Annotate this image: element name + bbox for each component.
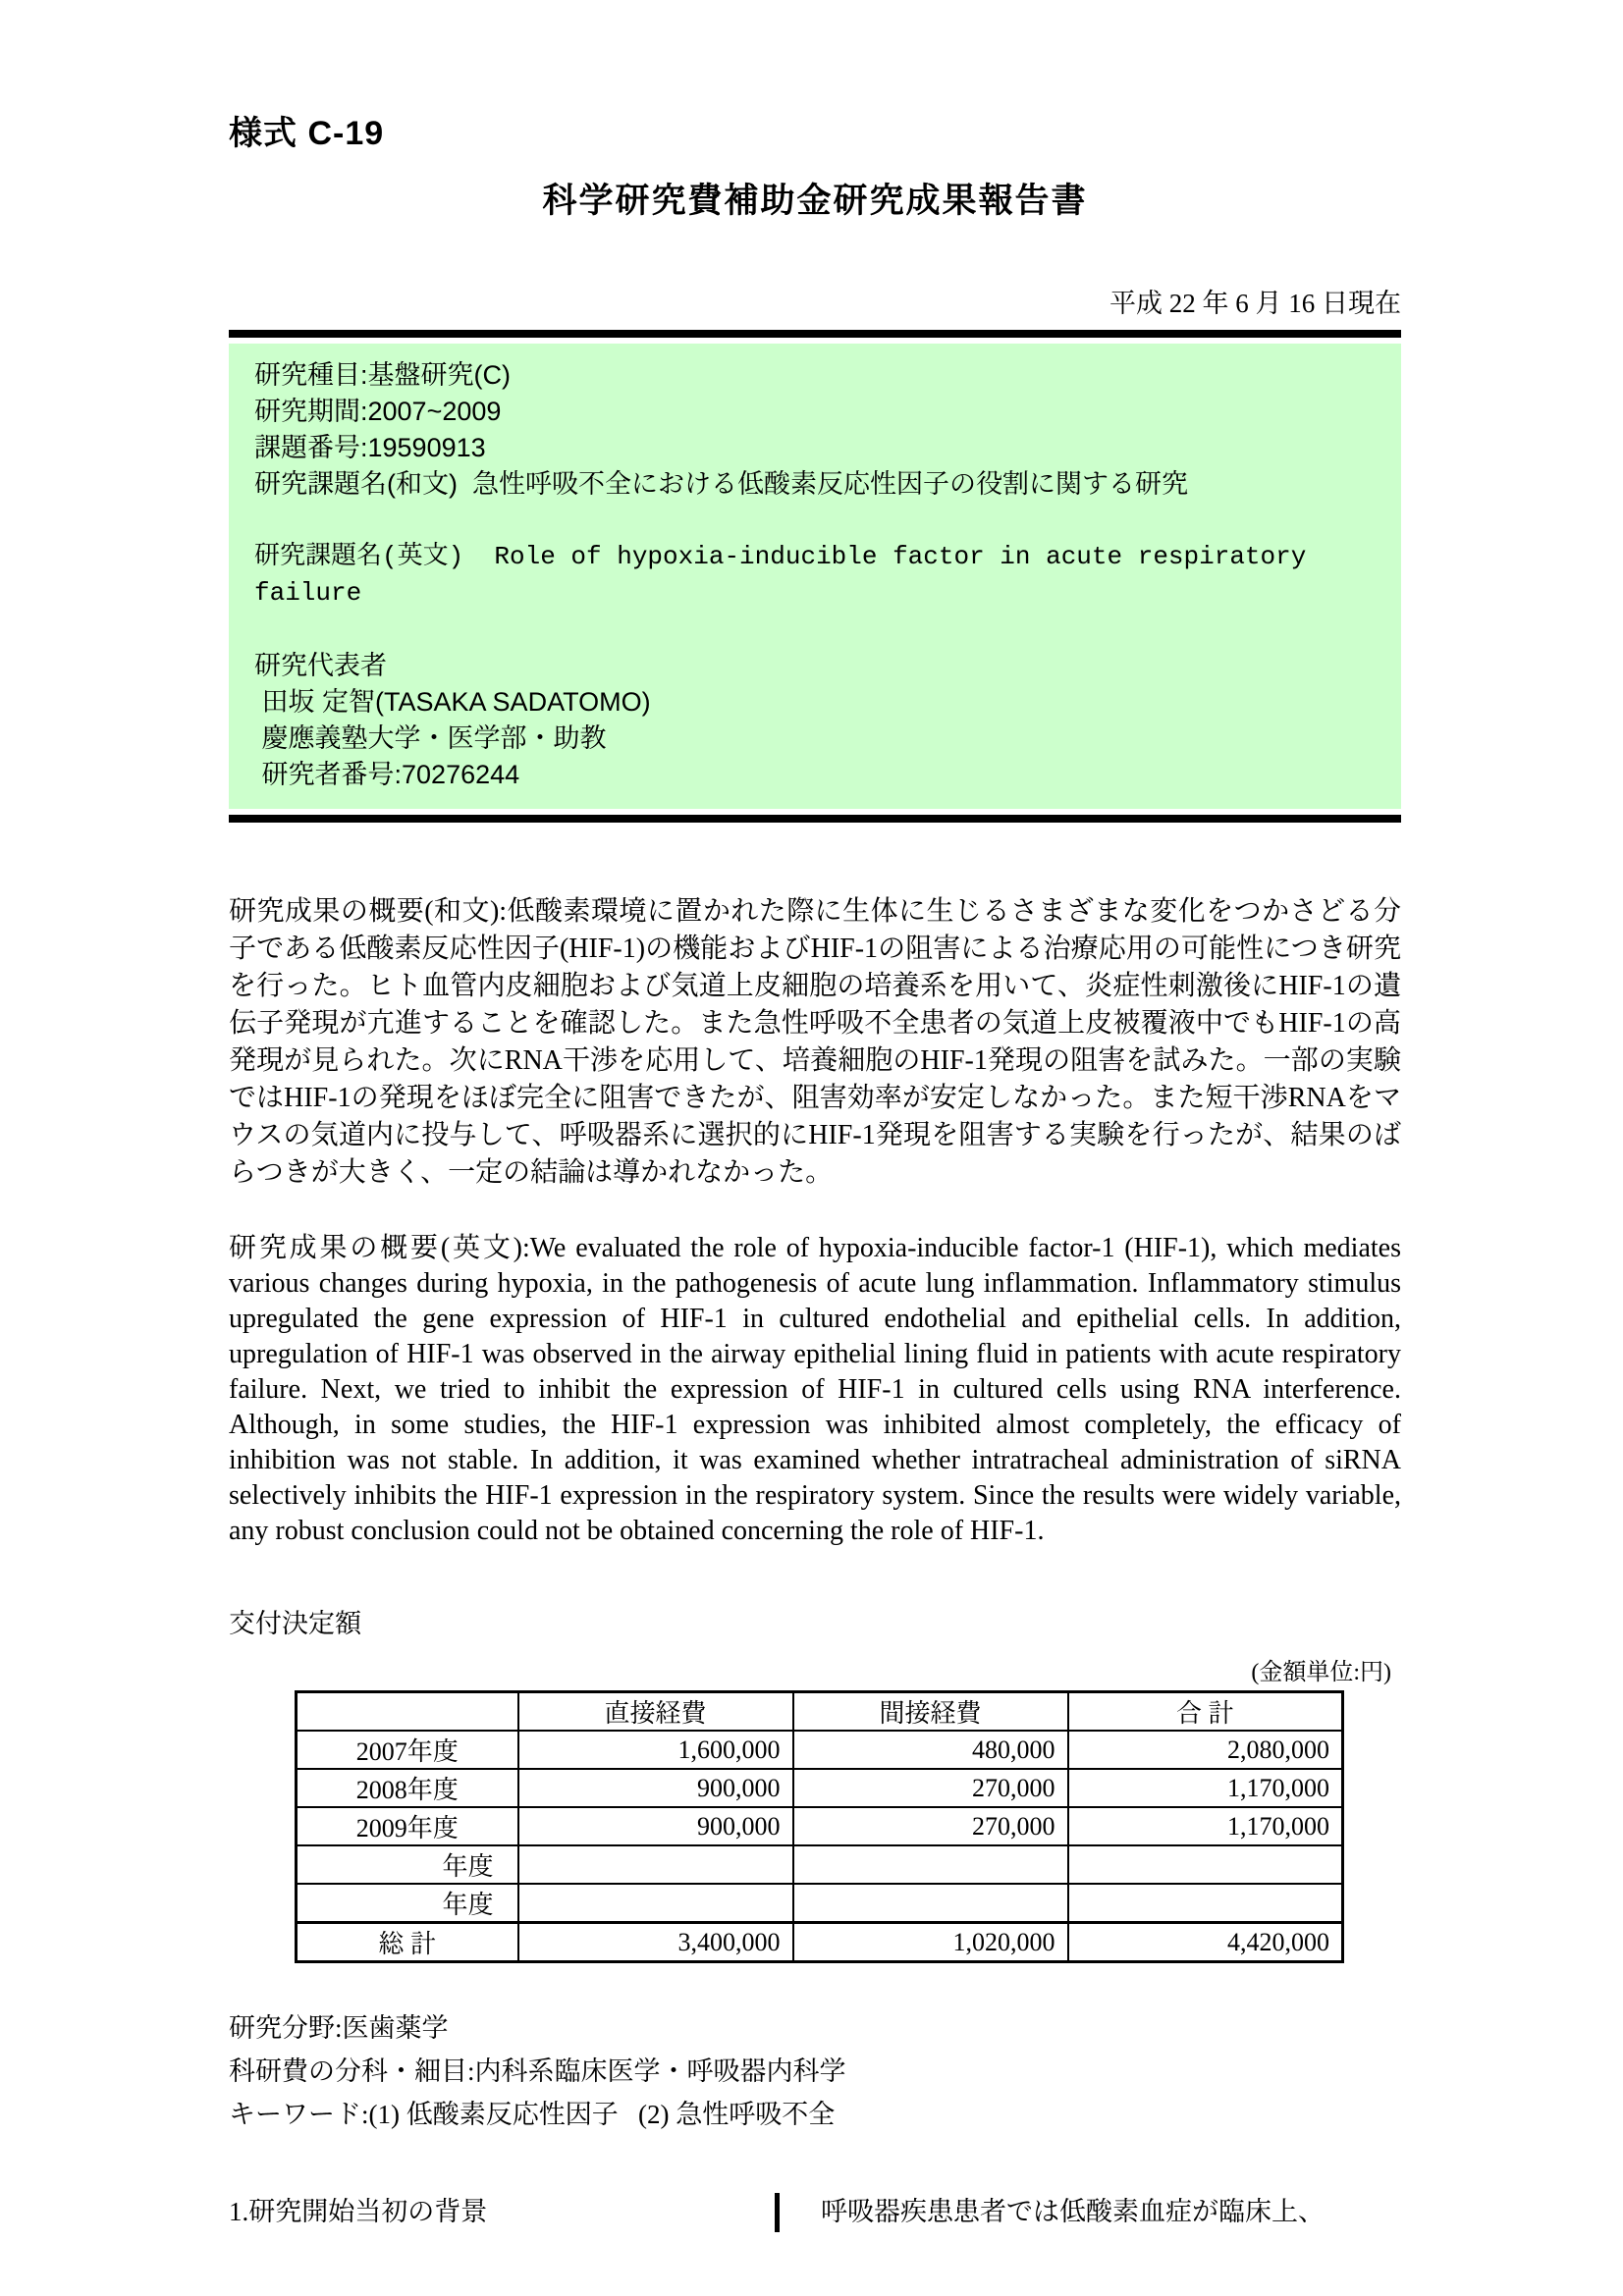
cell-blank2-total [1068,1884,1343,1923]
cell-2009-direct: 900,000 [518,1807,793,1845]
cell-blank1-indirect [793,1845,1068,1884]
cell-blank2-direct [518,1884,793,1923]
research-field-line: 研究分野:医歯薬学 [229,2013,449,2043]
cell-2007-total: 2,080,000 [1068,1731,1343,1769]
row-label-blank-year-2: 年度 [297,1884,518,1923]
table-row-blank-year-2 [297,1884,1343,1923]
info-line-researcher-number: 研究者番号:70276244 [254,760,520,789]
info-line-research-period: 研究期間:2007~2009 [254,397,502,426]
summary-english: 研究成果の概要(英文):We evaluated the role of hypoxia-inducible factor-1 (HIF-1), which mediates various changes during hypoxia, in the pathogenesis of acute lung inflammation. Inflammatory stimulus upregulated the gene expression of HIF-1 in cultured endothelial and epithelial cells. In addition, upregulation of HIF-1 was observed in the airway epithelial lining fluid in patients with acute respiratory failure. Next, we tried to inhibit the expression of HIF-1 in cultured cells using RNA interference. Although, in some studies, the HIF-1 expression was inhibited almost completely, the efficacy of inhibition was not stable. In addition, it was examined whether intratracheal administration of siRNA selectively inhibits the HIF-1 expression in the respiratory system. Since the results were widely variable, any robust conclusion could not be obtained concerning the role of HIF-1. [229,1233,1408,1546]
cell-2008-direct: 900,000 [518,1769,793,1807]
currency-unit-note: (金額単位:円) [1251,1660,1391,1685]
row-label-2007: 2007年度 [297,1731,518,1769]
row-label-blank-year-1: 年度 [297,1845,518,1884]
info-line-blank-2 [254,612,1376,648]
cell-total-direct: 3,400,000 [518,1923,793,1962]
form-code: 様式 C-19 [229,115,385,152]
info-line-investigator-name: 田坂 定智(TASAKA SADATOMO) [254,687,651,717]
row-label-grand-total: 総 計 [297,1923,518,1962]
cell-2009-indirect: 270,000 [793,1807,1068,1845]
grant-table-col-indirect: 間接経費 [793,1692,1068,1732]
table-row-2007 [297,1731,1343,1769]
section1-right-column-text: 呼吸器疾患患者では低酸素血症が臨床上、 [821,2197,1325,2226]
row-label-2008: 2008年度 [297,1769,518,1807]
table-row-2008 [297,1769,1343,1807]
document-title: 科学研究費補助金研究成果報告書 [542,182,1088,220]
table-row-2009 [297,1807,1343,1845]
cell-2008-total: 1,170,000 [1068,1769,1343,1807]
info-line-principal-investigator: 研究代表者 [254,651,387,680]
summary-japanese: 研究成果の概要(和文):低酸素環境に置かれた際に生体に生じるさまざまな変化をつかさどる分子である低酸素反応性因子(HIF-1)の機能およびHIF-1の阻害による治療応用の可能性につき研究を行った。ヒト血管内皮細胞および気道上皮細胞の培養系を用いて、炎症性刺激後にHIF-1の遺伝子発現が亢進することを確認した。また急性呼吸不全患者の気道上皮被覆液中でもHIF-1の高発現が見られた。次にRNA干渉を応用して、培養細胞のHIF-1発現の阻害を試みた。一部の実験ではHIF-1の発現をほぼ完全に阻害できたが、阻害効率が安定しなかった。また短干渉RNAをマウスの気道内に投与して、呼吸器系に選択的にHIF-1発現を阻害する実験を行ったが、結果のばらつきが大きく、一定の結論は導かれなかった。 [229,896,1401,1188]
grant-info-box [229,344,1401,809]
table-row-blank-year-1 [297,1845,1343,1884]
info-line-research-category: 研究種目:基盤研究(C) [254,360,511,390]
row-label-2009: 2009年度 [297,1807,518,1845]
meta-section [229,2006,1401,2136]
cell-2008-indirect: 270,000 [793,1769,1068,1807]
cell-2009-total: 1,170,000 [1068,1807,1343,1845]
grant-table-header-row [297,1692,1343,1732]
cell-blank2-indirect [793,1884,1068,1923]
cell-total-total: 4,420,000 [1068,1923,1343,1962]
table-row-grand-total [297,1923,1343,1962]
top-double-rule [229,330,1401,338]
grant-amount-table [295,1690,1344,1963]
cell-blank1-total [1068,1845,1343,1884]
grant-table-col-direct: 直接経費 [518,1692,793,1732]
info-line-project-number: 課題番号:19590913 [254,433,486,462]
info-line-blank-1 [254,503,1376,539]
cell-total-indirect: 1,020,000 [793,1923,1068,1962]
info-line-affiliation: 慶應義塾大学・医学部・助教 [254,723,607,753]
section1-heading: 1.研究開始当初の背景 [229,2197,488,2226]
keywords-line: キーワード:(1) 低酸素反応性因子 (2) 急性呼吸不全 [229,2100,836,2129]
body-two-column-section [229,2193,1401,2232]
grant-table-col-total: 合 計 [1068,1692,1343,1732]
grant-table-corner-cell [297,1692,518,1732]
info-line-title-english: 研究課題名(英文) Role of hypoxia-inducible factor in acute respiratory failure [254,542,1322,608]
cell-2007-indirect: 480,000 [793,1731,1068,1769]
info-line-title-japanese: 研究課題名(和文) 急性呼吸不全における低酸素反応性因子の役割に関する研究 [254,469,1188,499]
cell-2007-direct: 1,600,000 [518,1731,793,1769]
bottom-double-rule [229,815,1401,823]
kakenhi-category-line: 科研費の分科・細目:内科系臨床医学・呼吸器内科学 [229,2056,846,2086]
date-line: 平成 22 年 6 月 16 日現在 [1109,289,1401,318]
grant-amount-heading: 交付決定額 [229,1609,361,1638]
cell-blank1-direct [518,1845,793,1884]
